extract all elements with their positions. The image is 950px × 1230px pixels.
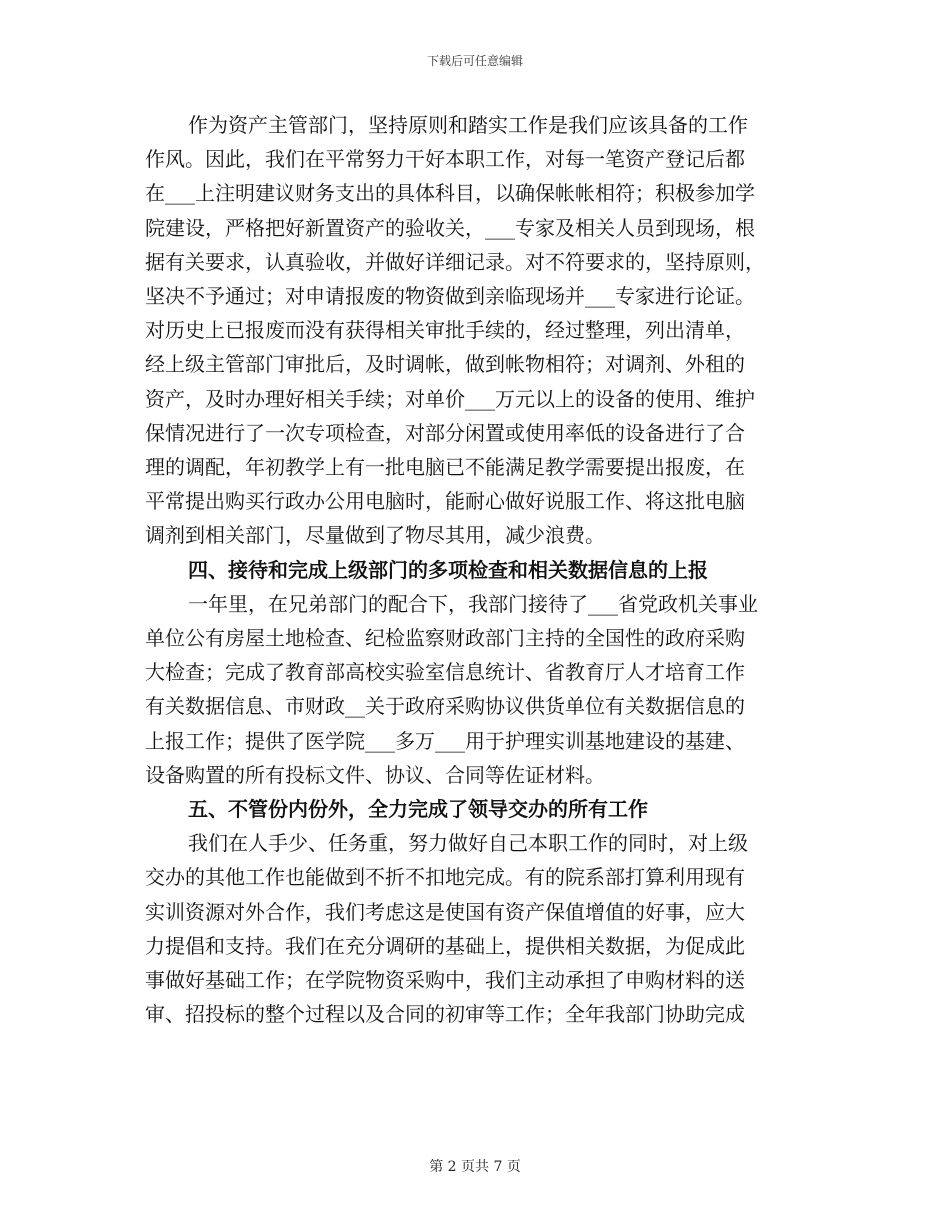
paragraph-line: 大检查；完成了教育部高校实验室信息统计、省教育厅人才培育工作	[145, 660, 745, 685]
paragraph-line: 审、招投标的整个过程以及合同的初审等工作；全年我部门协助完成	[145, 1002, 745, 1027]
paragraph-line: 单位公有房屋土地检查、纪检监察财政部门主持的全国性的政府采购	[145, 626, 745, 650]
paragraph-line: 对历史上已报废而没有获得相关审批手续的，经过整理，列出清单，	[145, 318, 745, 343]
paragraph-line: 设备购置的所有投标文件、协议、合同等佐证材料。	[145, 762, 605, 787]
paragraph-line: 保情况进行了一次专项检查，对部分闲置或使用率低的设备进行了合	[145, 420, 745, 445]
paragraph-line: 事做好基础工作；在学院物资采购中，我们主动承担了申购材料的送	[145, 968, 745, 992]
paragraph-line: 交办的其他工作也能做到不折不扣地完成。有的院系部打算利用现有	[145, 865, 745, 890]
paragraph-line: 资产，及时办理好相关手续；对单价___万元以上的设备的使用、维护	[145, 386, 755, 411]
paragraph-line: 作为资产主管部门，坚持原则和踏实工作是我们应该具备的工作	[188, 113, 748, 137]
paragraph-line: 作风。因此，我们在平常努力干好本职工作，对每一笔资产登记后都	[145, 147, 745, 172]
paragraph-line: 我们在人手少、任务重，努力做好自己本职工作的同时，对上级	[188, 831, 748, 856]
page-footer: 第 2 页共 7 页	[429, 1159, 521, 1175]
paragraph-line: 一年里，在兄弟部门的配合下，我部门接待了___省党政机关事业	[188, 591, 758, 616]
paragraph-line: 在___上注明建议财务支出的具体科目，以确保帐帐相符；积极参加学	[145, 181, 755, 206]
paragraph-line: 力提倡和支持。我们在充分调研的基础上，提供相关数据，为促成此	[145, 933, 745, 958]
paragraph-line: 理的调配，年初教学上有一批电脑已不能满足教学需要提出报废，在	[145, 455, 745, 479]
paragraph-line: 上报工作；提供了医学院___多万___用于护理实训基地建设的基建、	[145, 728, 745, 753]
paragraph-line: 调剂到相关部门，尽量做到了物尽其用，减少浪费。	[145, 523, 605, 548]
paragraph-line: 院建设，严格把好新置资产的验收关，___专家及相关人员到现场，根	[145, 215, 755, 240]
paragraph-line: 坚决不予通过；对申请报废的物资做到亲临现场并___专家进行论证。	[145, 284, 755, 308]
section-heading: 四、接待和完成上级部门的多项检查和相关数据信息的上报	[188, 557, 708, 582]
paragraph-line: 有关数据信息、市财政__关于政府采购协议供货单位有关数据信息的	[145, 694, 745, 719]
paragraph-line: 平常提出购买行政办公用电脑时，能耐心做好说服工作、将这批电脑	[145, 489, 745, 514]
paragraph-line: 实训资源对外合作，我们考虑这是使国有资产保值增值的好事，应大	[145, 899, 745, 924]
paragraph-line: 经上级主管部门审批后，及时调帐，做到帐物相符；对调剂、外租的	[145, 352, 745, 377]
page-header: 下载后可任意编辑	[426, 54, 523, 68]
section-heading: 五、不管份内份外，全力完成了领导交办的所有工作	[188, 797, 648, 821]
paragraph-line: 据有关要求，认真验收，并做好详细记录。对不符要求的，坚持原则，	[145, 249, 765, 274]
